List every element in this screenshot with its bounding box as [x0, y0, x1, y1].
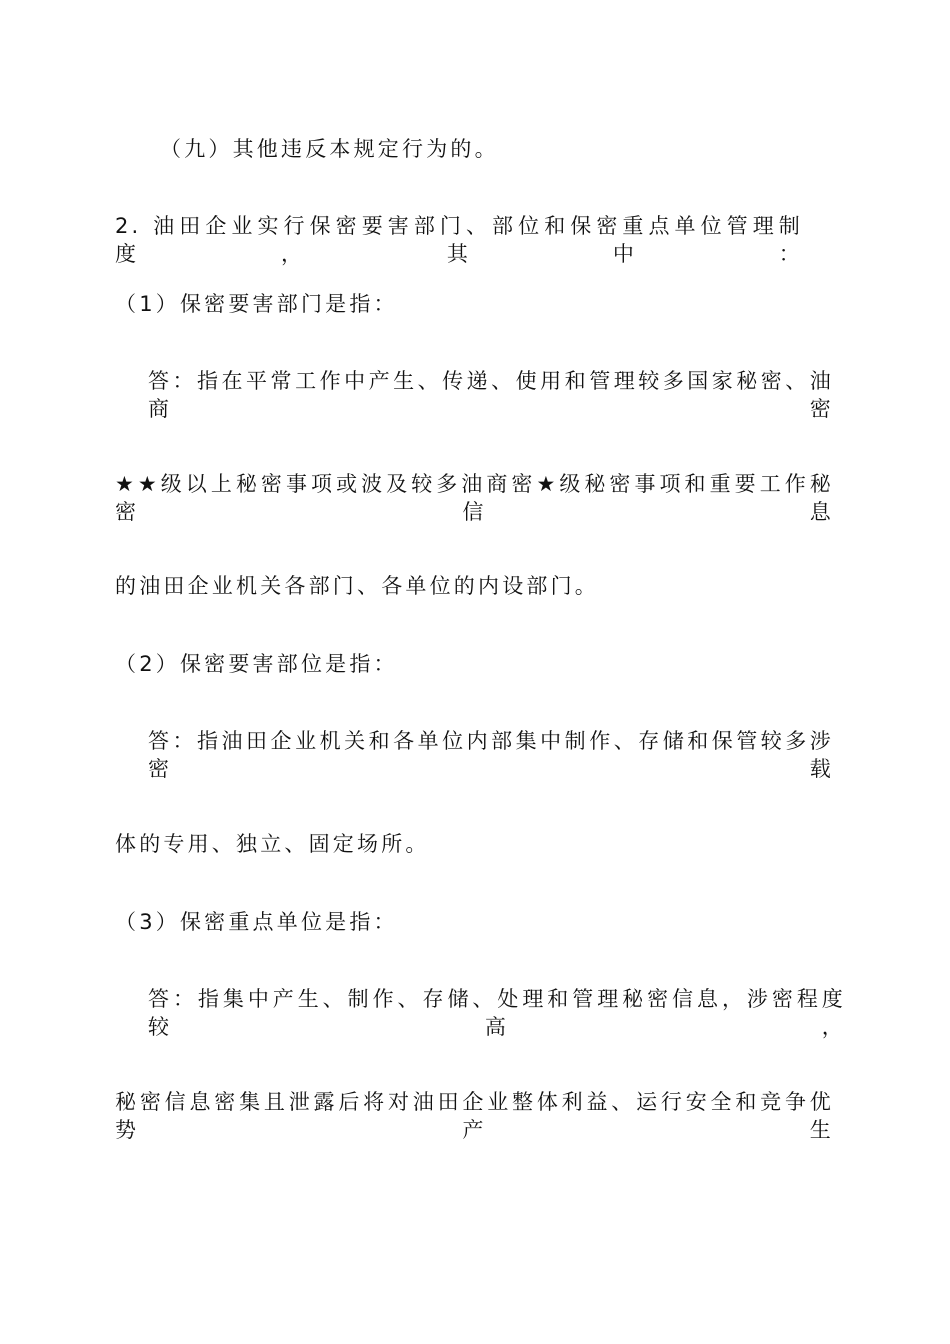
- answer-1-line-2: ★★级以上秘密事项或波及较多油商密★级秘密事项和重要工作秘密信息: [115, 472, 834, 524]
- answer-2-line-2: 体的专用、独立、固定场所。: [115, 832, 430, 856]
- paragraph-item-9: （九）其他违反本规定行为的。: [160, 137, 499, 161]
- answer-2-line-1: 答：指油田企业机关和各单位内部集中制作、存储和保管较多涉密载: [148, 729, 834, 781]
- answer-1-line-1: 答：指在平常工作中产生、传递、使用和管理较多国家秘密、油商密: [148, 369, 834, 421]
- answer-3-line-2: 秘密信息密集且泄露后将对油田企业整体利益、运行安全和竞争优势产生: [115, 1090, 834, 1142]
- paragraph-heading-2: 2. 油田企业实行保密要害部门、部位和保密重点单位管理制度，其中：: [115, 214, 803, 266]
- subheading-2: （2）保密要害部位是指：: [115, 652, 398, 676]
- answer-3-line-1: 答：指集中产生、制作、存储、处理和管理秘密信息，涉密程度较高，: [148, 987, 846, 1039]
- subheading-1: （1）保密要害部门是指：: [115, 292, 398, 316]
- subheading-3: （3）保密重点单位是指：: [115, 910, 398, 934]
- answer-1-line-3: 的油田企业机关各部门、各单位的内设部门。: [115, 574, 599, 598]
